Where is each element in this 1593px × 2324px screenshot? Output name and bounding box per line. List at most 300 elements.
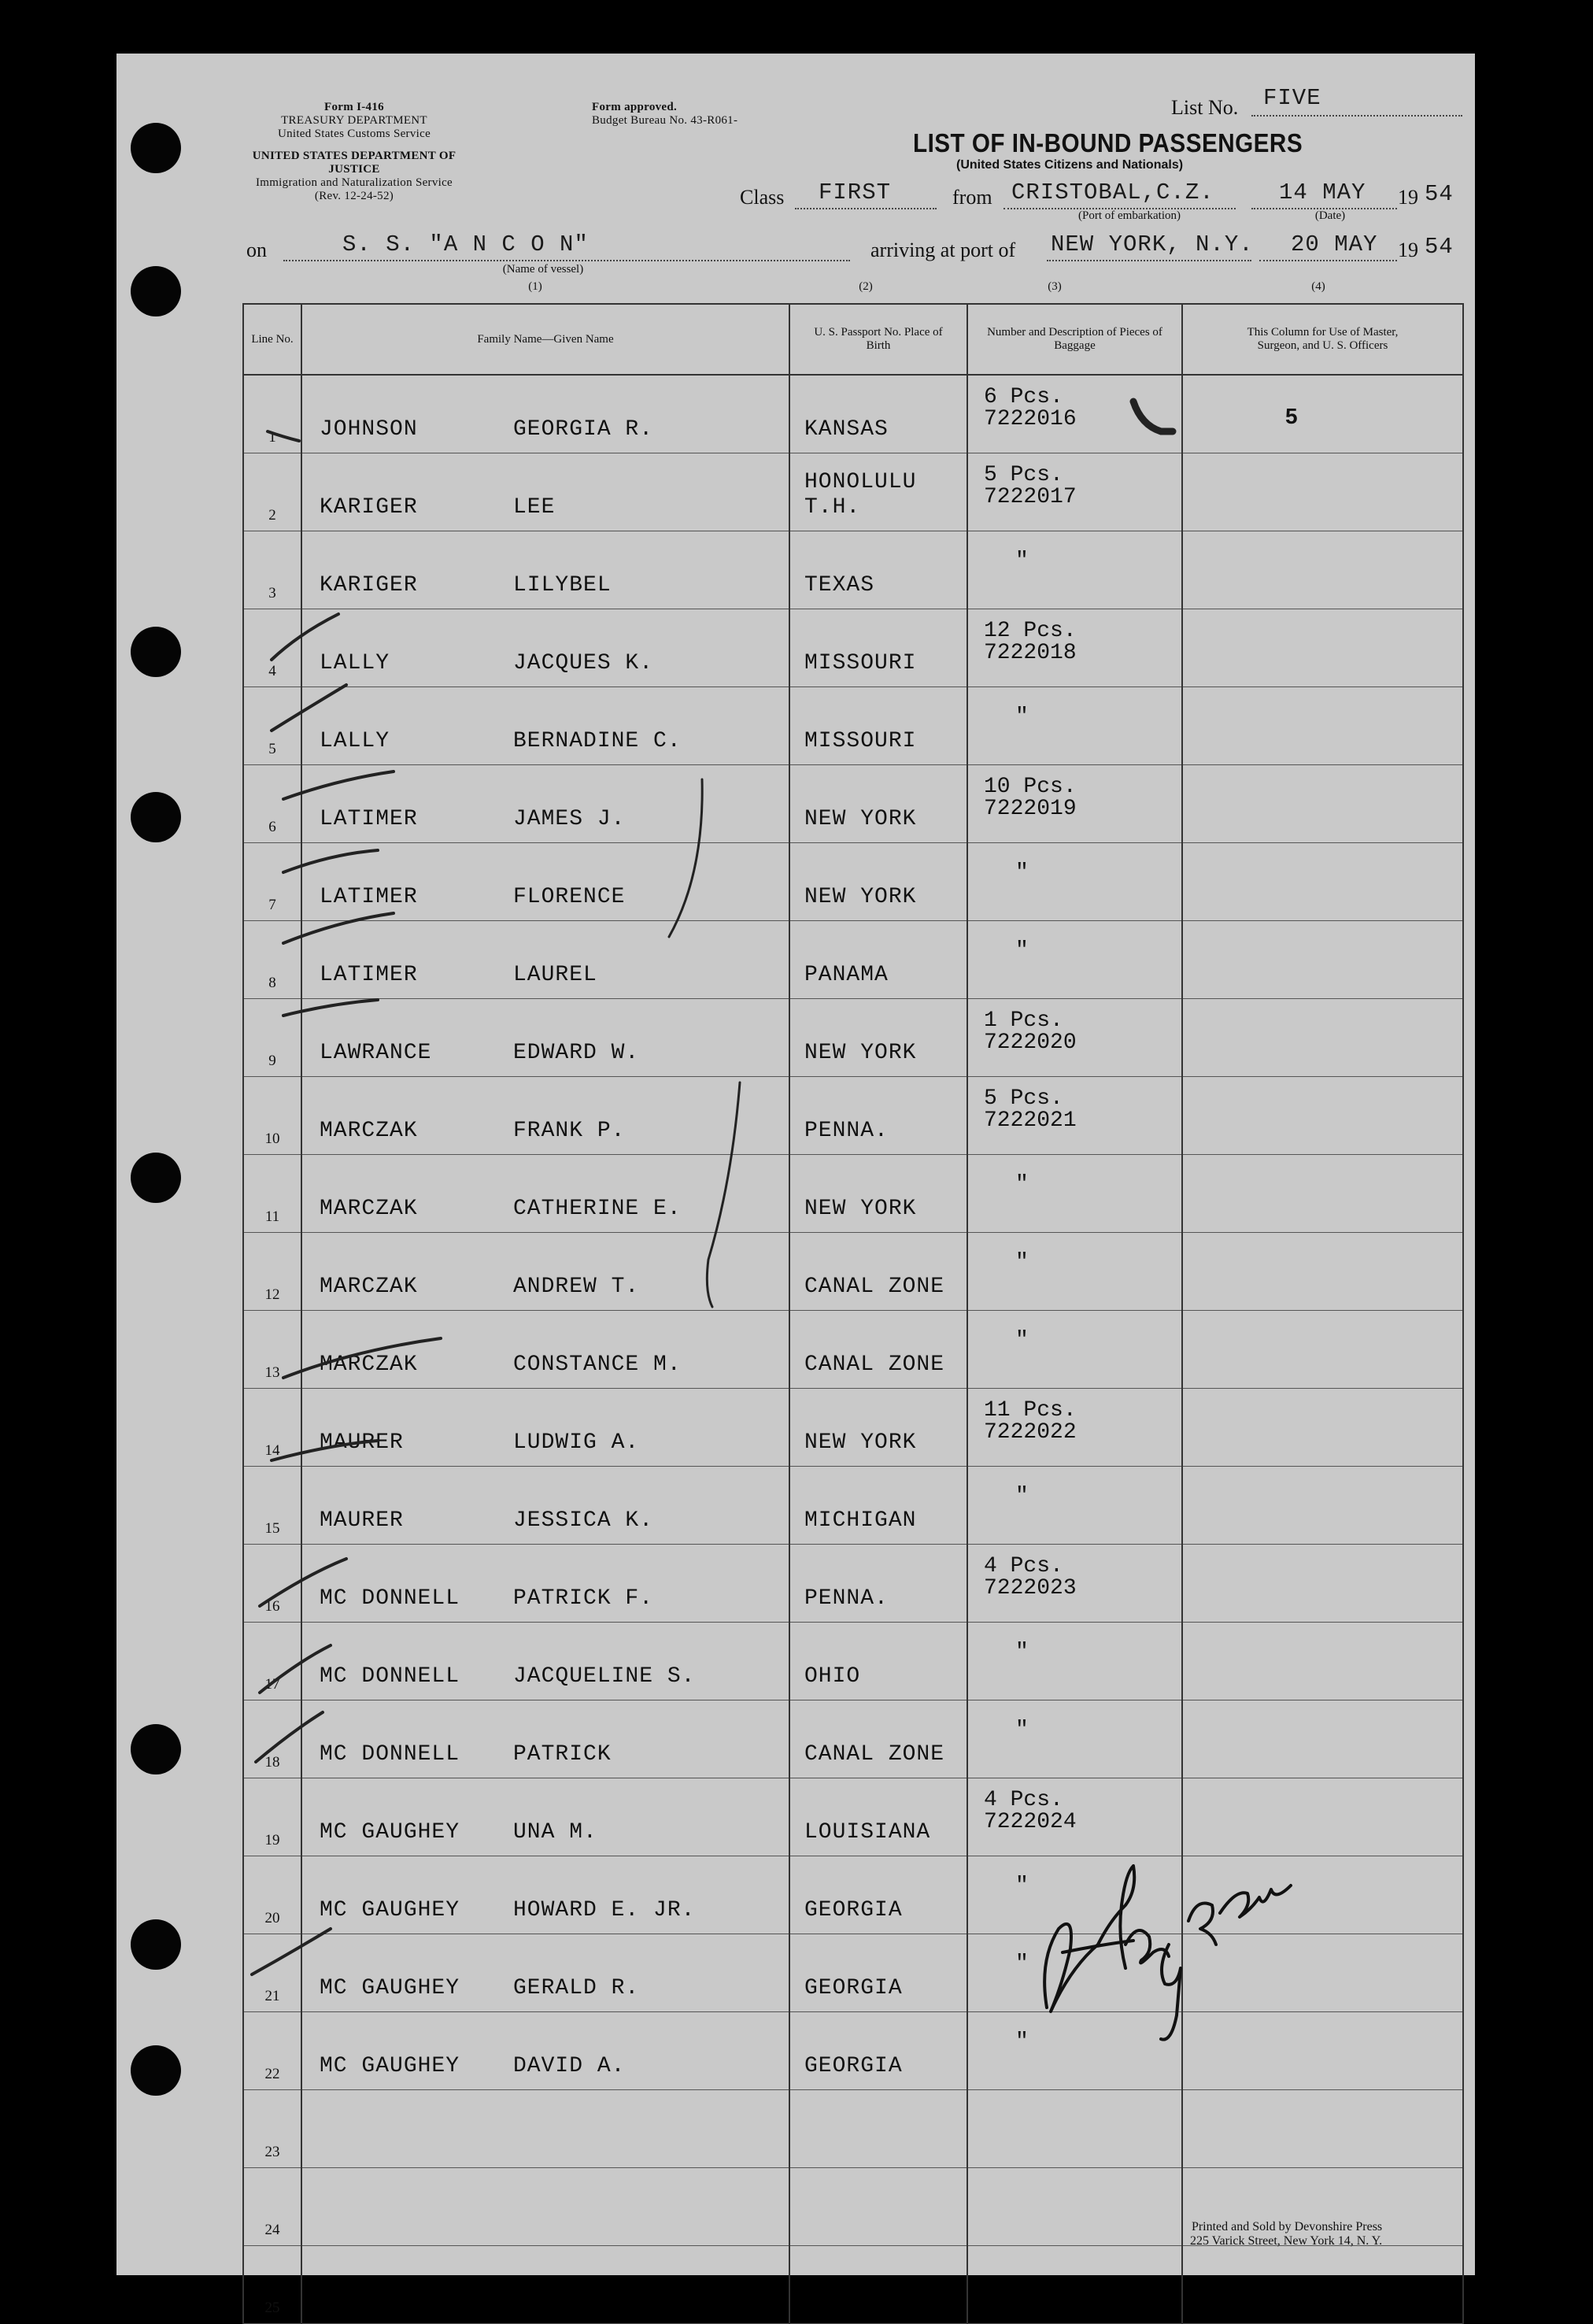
col-num-4: (4)	[1311, 280, 1325, 293]
baggage-cell	[967, 1077, 1182, 1155]
given-name: PATRICK F.	[513, 1586, 654, 1611]
birthplace-cell	[789, 2012, 967, 2090]
given-name: JACQUELINE S.	[513, 1664, 696, 1689]
birthplace: KANSAS	[804, 417, 889, 442]
vessel-line	[283, 260, 850, 261]
birthplace-cell	[789, 531, 967, 609]
baggage-cell	[967, 2012, 1182, 2090]
birthplace: NEW YORK	[804, 1197, 917, 1221]
from-label: from	[952, 186, 992, 209]
table-row	[243, 1623, 1463, 1700]
header-baggage: Number and Description of Pieces of Baggage	[967, 304, 1182, 375]
officers-cell	[1182, 1155, 1463, 1233]
table-row	[243, 1389, 1463, 1467]
officers-cell	[1182, 453, 1463, 531]
given-name: FLORENCE	[513, 885, 626, 909]
baggage-cell	[967, 765, 1182, 843]
baggage-cell	[967, 609, 1182, 687]
baggage-cell	[967, 1700, 1182, 1778]
birthplace-cell	[789, 1155, 967, 1233]
name-cell	[301, 609, 789, 687]
baggage-tag: 7222019	[984, 797, 1077, 821]
header-name: Family Name—Given Name	[301, 304, 789, 375]
name-cell	[301, 453, 789, 531]
line-number-text: 16	[264, 1598, 280, 1615]
baggage-pieces: 5 Pcs.	[984, 463, 1063, 487]
baggage-cell	[967, 1389, 1182, 1467]
line-number	[243, 1311, 301, 1389]
officers-cell	[1182, 1389, 1463, 1467]
name-cell	[301, 2012, 789, 2090]
line-number	[243, 2246, 301, 2324]
birthplace-line2: T.H.	[804, 495, 861, 520]
punch-hole	[131, 266, 181, 316]
birthplace-cell	[789, 1389, 967, 1467]
table-row	[243, 999, 1463, 1077]
name-cell	[301, 1934, 789, 2012]
baggage-tag: 7222017	[984, 485, 1077, 509]
birthplace: MISSOURI	[804, 651, 917, 675]
line-number	[243, 1623, 301, 1700]
baggage-cell	[967, 1545, 1182, 1623]
officers-cell	[1182, 1077, 1463, 1155]
ditto-mark: "	[1015, 1718, 1029, 1742]
birthplace-cell	[789, 1623, 967, 1700]
birthplace: LOUISIANA	[804, 1820, 931, 1845]
name-cell	[301, 843, 789, 921]
table-row	[243, 1233, 1463, 1311]
name-cell	[301, 1233, 789, 1311]
birthplace: PENNA.	[804, 1586, 889, 1611]
printer-footer: Printed and Sold by Devonshire Press 225 Varick Street, New York 14, N. Y.	[1190, 2220, 1383, 2248]
arrive-date-line	[1259, 260, 1397, 261]
name-cell	[301, 1856, 789, 1934]
baggage-pieces: 12 Pcs.	[984, 619, 1077, 643]
punch-hole	[131, 792, 181, 842]
given-name: PATRICK	[513, 1742, 612, 1767]
baggage-cell	[967, 1856, 1182, 1934]
officers-cell	[1182, 1545, 1463, 1623]
given-name: CONSTANCE M.	[513, 1353, 682, 1377]
family-name: MC GAUGHEY	[320, 1898, 460, 1922]
family-name: MARCZAK	[320, 1275, 418, 1299]
line-number-text: 2	[268, 507, 276, 524]
baggage-cell	[967, 1233, 1182, 1311]
line-number-text: 3	[268, 585, 276, 601]
header-passport: U. S. Passport No. Place of Birth	[789, 304, 967, 375]
birthplace-cell	[789, 999, 967, 1077]
baggage-cell	[967, 1934, 1182, 2012]
punch-hole	[131, 2045, 181, 2096]
year-2: 54	[1425, 234, 1454, 260]
vessel-caption: (Name of vessel)	[502, 263, 584, 276]
birthplace-cell	[789, 765, 967, 843]
officers-cell	[1182, 531, 1463, 609]
table-row	[243, 1467, 1463, 1545]
page-title: LIST OF IN-BOUND PASSENGERS	[913, 128, 1303, 157]
line-number-text: 12	[264, 1286, 280, 1303]
class-label: Class	[740, 186, 785, 209]
line-number	[243, 1233, 301, 1311]
given-name: LEE	[513, 495, 556, 520]
table-row	[243, 1700, 1463, 1778]
from-date: 14 MAY	[1279, 179, 1366, 205]
line-number-text: 6	[268, 819, 276, 835]
line-number-text: 19	[264, 1832, 280, 1848]
birthplace: OHIO	[804, 1664, 861, 1689]
birthplace-cell	[789, 453, 967, 531]
officers-cell	[1182, 843, 1463, 921]
family-name: JOHNSON	[320, 417, 418, 442]
given-name: LUDWIG A.	[513, 1430, 640, 1455]
baggage-pieces: 4 Pcs.	[984, 1554, 1063, 1578]
list-label: List No.	[1171, 96, 1239, 119]
family-name: MARCZAK	[320, 1353, 418, 1377]
table-row	[243, 1155, 1463, 1233]
family-name: KARIGER	[320, 573, 418, 598]
ditto-mark: "	[1015, 1484, 1029, 1508]
name-cell	[301, 999, 789, 1077]
table-header-row	[243, 304, 1463, 375]
ditto-mark: "	[1015, 1640, 1029, 1664]
line-number	[243, 1778, 301, 1856]
birthplace: CANAL ZONE	[804, 1742, 945, 1767]
birthplace: MISSOURI	[804, 729, 917, 753]
birthplace-cell	[789, 1934, 967, 2012]
birthplace: NEW YORK	[804, 1430, 917, 1455]
baggage-cell	[967, 921, 1182, 999]
birthplace: MICHIGAN	[804, 1508, 917, 1533]
birthplace-cell	[789, 1856, 967, 1934]
baggage-cell	[967, 453, 1182, 531]
line-number-text: 14	[264, 1442, 280, 1459]
birthplace-cell	[789, 1545, 967, 1623]
family-name: LATIMER	[320, 807, 418, 831]
punch-hole	[131, 627, 181, 677]
on-label: on	[246, 239, 267, 261]
birthplace: TEXAS	[804, 573, 875, 598]
table-row	[243, 2246, 1463, 2324]
arrive-label: arriving at port of	[870, 239, 1016, 261]
line-number-text: 8	[268, 975, 276, 991]
birthplace: PANAMA	[804, 963, 889, 987]
table-row	[243, 453, 1463, 531]
baggage-cell	[967, 843, 1182, 921]
date-caption: (Date)	[1314, 209, 1346, 222]
name-cell	[301, 1545, 789, 1623]
family-name: LATIMER	[320, 963, 418, 987]
baggage-cell	[967, 2090, 1182, 2168]
name-cell	[301, 687, 789, 765]
punch-hole	[131, 123, 181, 173]
line-number	[243, 1700, 301, 1778]
family-name: LALLY	[320, 729, 390, 753]
line-number-text: 23	[264, 2144, 280, 2160]
officers-cell	[1182, 2012, 1463, 2090]
ditto-mark: "	[1015, 549, 1029, 573]
arrive-date: 20 MAY	[1291, 231, 1378, 257]
punch-hole	[131, 1919, 181, 1970]
given-name: JAMES J.	[513, 807, 626, 831]
table-row	[243, 1311, 1463, 1389]
line-number	[243, 1155, 301, 1233]
line-number	[243, 453, 301, 531]
officers-cell	[1182, 1856, 1463, 1934]
birthplace-cell	[789, 2090, 967, 2168]
birthplace-cell	[789, 1467, 967, 1545]
name-cell	[301, 1623, 789, 1700]
arrive-port: NEW YORK, N.Y.	[1051, 231, 1254, 257]
birthplace-cell	[789, 1233, 967, 1311]
name-cell	[301, 1311, 789, 1389]
baggage-cell	[967, 2168, 1182, 2246]
vessel-name: S. S. "A N C O N"	[342, 231, 589, 257]
birthplace: CANAL ZONE	[804, 1275, 945, 1299]
name-cell	[301, 1155, 789, 1233]
birthplace-cell	[789, 1700, 967, 1778]
baggage-cell	[967, 1623, 1182, 1700]
baggage-cell	[967, 687, 1182, 765]
col-num-1: (1)	[528, 280, 542, 293]
birthplace: GEORGIA	[804, 1898, 903, 1922]
birthplace-cell	[789, 1311, 967, 1389]
name-cell	[301, 2168, 789, 2246]
line-number	[243, 1934, 301, 2012]
given-name: BERNADINE C.	[513, 729, 682, 753]
birthplace-cell	[789, 2168, 967, 2246]
line-number-text: 24	[264, 2222, 280, 2238]
baggage-cell	[967, 2246, 1182, 2324]
family-name: MARCZAK	[320, 1119, 418, 1143]
family-name: MC DONNELL	[320, 1664, 460, 1689]
name-cell	[301, 2246, 789, 2324]
family-name: MC DONNELL	[320, 1742, 460, 1767]
birthplace: HONOLULU	[804, 470, 917, 494]
line-number	[243, 375, 301, 453]
given-name: ANDREW T.	[513, 1275, 640, 1299]
page-subtitle: (United States Citizens and Nationals)	[956, 158, 1184, 172]
family-name: MAURER	[320, 1430, 404, 1455]
line-number	[243, 2168, 301, 2246]
family-name: KARIGER	[320, 495, 418, 520]
year-1: 54	[1425, 181, 1454, 207]
baggage-tag: 7222022	[984, 1420, 1077, 1445]
punch-hole	[131, 1724, 181, 1774]
line-number	[243, 1077, 301, 1155]
line-number	[243, 2090, 301, 2168]
given-name: CATHERINE E.	[513, 1197, 682, 1221]
family-name: MC GAUGHEY	[320, 2054, 460, 2078]
line-number-text: 5	[268, 741, 276, 757]
line-number	[243, 531, 301, 609]
line-number	[243, 921, 301, 999]
birthplace: NEW YORK	[804, 885, 917, 909]
baggage-tag: 7222020	[984, 1031, 1077, 1055]
baggage-cell	[967, 1778, 1182, 1856]
baggage-pieces: 10 Pcs.	[984, 775, 1077, 799]
baggage-pieces: 4 Pcs.	[984, 1788, 1063, 1812]
given-name: GERALD R.	[513, 1976, 640, 2000]
approval-block: Form approved. Budget Bureau No. 43-R061-	[592, 101, 738, 127]
family-name: LALLY	[320, 651, 390, 675]
baggage-tag: 7222023	[984, 1576, 1077, 1601]
col-num-2: (2)	[859, 280, 873, 293]
line-number	[243, 1467, 301, 1545]
name-cell	[301, 531, 789, 609]
birthplace: NEW YORK	[804, 807, 917, 831]
officers-cell	[1182, 687, 1463, 765]
ditto-mark: "	[1015, 1250, 1029, 1275]
baggage-pieces: 6 Pcs.	[984, 385, 1063, 409]
table-row	[243, 1934, 1463, 2012]
class-value: FIRST	[819, 179, 892, 205]
table-row	[243, 1077, 1463, 1155]
ditto-mark: "	[1015, 1328, 1029, 1353]
line-number-text: 22	[264, 2066, 280, 2082]
line-number-text: 15	[264, 1520, 280, 1537]
birthplace-cell	[789, 843, 967, 921]
table-row	[243, 531, 1463, 609]
family-name: MC GAUGHEY	[320, 1820, 460, 1845]
line-number	[243, 765, 301, 843]
ditto-mark: "	[1015, 1952, 1029, 1976]
officer-note: 5	[1285, 404, 1299, 428]
header-line-no: Line No.	[243, 304, 301, 375]
officers-cell	[1182, 1700, 1463, 1778]
punch-hole	[131, 1153, 181, 1203]
given-name: UNA M.	[513, 1820, 597, 1845]
birthplace: GEORGIA	[804, 1976, 903, 2000]
name-cell	[301, 921, 789, 999]
family-name: MC GAUGHEY	[320, 1976, 460, 2000]
birthplace-cell	[789, 375, 967, 453]
officers-cell	[1182, 1934, 1463, 2012]
name-cell	[301, 1467, 789, 1545]
line-number-text: 21	[264, 1988, 280, 2004]
list-number: FIVE	[1263, 85, 1321, 111]
line-number-text: 25	[264, 2300, 280, 2316]
year-prefix-2: 19	[1398, 239, 1418, 261]
name-cell	[301, 375, 789, 453]
baggage-cell	[967, 1467, 1182, 1545]
ditto-mark: "	[1015, 860, 1029, 885]
embark-caption: (Port of embarkation)	[1078, 209, 1181, 222]
from-port: CRISTOBAL,C.Z.	[1011, 179, 1214, 205]
officers-cell	[1182, 921, 1463, 999]
family-name: LAWRANCE	[320, 1041, 432, 1065]
given-name: JACQUES K.	[513, 651, 654, 675]
officers-cell	[1182, 2090, 1463, 2168]
year-prefix-1: 19	[1398, 186, 1418, 209]
table-row	[243, 765, 1463, 843]
line-number-text: 11	[264, 1208, 280, 1225]
name-cell	[301, 2090, 789, 2168]
family-name: MC DONNELL	[320, 1586, 460, 1611]
line-number-text: 10	[264, 1131, 280, 1147]
table-row	[243, 375, 1463, 453]
line-number	[243, 1389, 301, 1467]
line-number-text: 1	[268, 429, 276, 446]
family-name: LATIMER	[320, 885, 418, 909]
birthplace-cell	[789, 1077, 967, 1155]
officers-cell	[1182, 1778, 1463, 1856]
baggage-tag: 7222021	[984, 1108, 1077, 1133]
table-row	[243, 1545, 1463, 1623]
birthplace-cell	[789, 2246, 967, 2324]
list-line	[1251, 115, 1462, 117]
line-number	[243, 1545, 301, 1623]
line-number	[243, 687, 301, 765]
officers-cell	[1182, 999, 1463, 1077]
baggage-tag: 7222018	[984, 641, 1077, 665]
name-cell	[301, 1778, 789, 1856]
line-number-text: 18	[264, 1754, 280, 1771]
line-number-text: 9	[268, 1053, 276, 1069]
table-row	[243, 1778, 1463, 1856]
table-row	[243, 2012, 1463, 2090]
birthplace-cell	[789, 687, 967, 765]
given-name: HOWARD E. JR.	[513, 1898, 696, 1922]
baggage-pieces: 11 Pcs.	[984, 1398, 1077, 1423]
line-number	[243, 2012, 301, 2090]
officers-cell	[1182, 609, 1463, 687]
line-number	[243, 843, 301, 921]
baggage-cell	[967, 1311, 1182, 1389]
birthplace: PENNA.	[804, 1119, 889, 1143]
form-id-block: Form I-416 TREASURY DEPARTMENT United States Customs Service	[277, 101, 431, 140]
family-name: MAURER	[320, 1508, 404, 1533]
baggage-cell	[967, 999, 1182, 1077]
given-name: EDWARD W.	[513, 1041, 640, 1065]
given-name: DAVID A.	[513, 2054, 626, 2078]
passenger-table	[242, 303, 1464, 2324]
line-number-text: 13	[264, 1364, 280, 1381]
header-officers: This Column for Use of Master, Surgeon, and U. S. Officers	[1182, 304, 1463, 375]
baggage-cell	[967, 375, 1182, 453]
given-name: JESSICA K.	[513, 1508, 654, 1533]
birthplace-cell	[789, 921, 967, 999]
baggage-pieces: 5 Pcs.	[984, 1086, 1063, 1111]
name-cell	[301, 1389, 789, 1467]
officers-cell	[1182, 1233, 1463, 1311]
baggage-tag: 7222016	[984, 407, 1077, 431]
col-num-3: (3)	[1048, 280, 1062, 293]
class-line	[795, 208, 937, 209]
line-number-text: 7	[268, 897, 276, 913]
officers-cell	[1182, 1623, 1463, 1700]
officers-cell	[1182, 375, 1463, 453]
table-row	[243, 2090, 1463, 2168]
line-number	[243, 1856, 301, 1934]
table-row	[243, 921, 1463, 999]
officers-cell	[1182, 2246, 1463, 2324]
baggage-cell	[967, 1155, 1182, 1233]
line-number-text: 4	[268, 663, 276, 679]
table-row	[243, 609, 1463, 687]
line-number-text: 20	[264, 1910, 280, 1926]
given-name: LILYBEL	[513, 573, 612, 598]
ditto-mark: "	[1015, 2030, 1029, 2054]
birthplace-cell	[789, 1778, 967, 1856]
ditto-mark: "	[1015, 1874, 1029, 1898]
table-row	[243, 1856, 1463, 1934]
officers-cell	[1182, 1467, 1463, 1545]
line-number	[243, 609, 301, 687]
given-name: FRANK P.	[513, 1119, 626, 1143]
officers-cell	[1182, 1311, 1463, 1389]
ditto-mark: "	[1015, 705, 1029, 729]
family-name: MARCZAK	[320, 1197, 418, 1221]
